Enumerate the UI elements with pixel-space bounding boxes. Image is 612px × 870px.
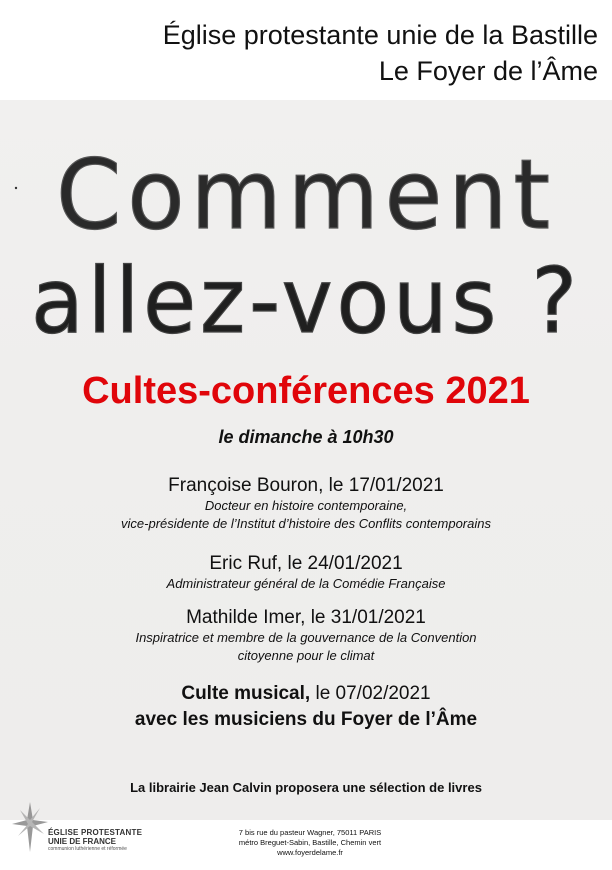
speaker-description: citoyenne pour le climat bbox=[237, 648, 375, 663]
speaker-description: Docteur en histoire contemporaine, bbox=[204, 498, 408, 513]
headline: Cultes-conférences 2021 bbox=[82, 370, 530, 412]
speaker-subtitle: avec les musiciens du Foyer de l’Âme bbox=[134, 709, 478, 730]
handwritten-line-2: allez-vous ? bbox=[31, 249, 581, 354]
speaker-name: Eric Ruf, bbox=[209, 553, 283, 574]
cross-logo-icon bbox=[10, 798, 50, 858]
library-notice: La librairie Jean Calvin proposera une sélection de livres bbox=[130, 780, 482, 795]
schedule-time: le dimanche à 10h30 bbox=[218, 427, 394, 447]
speaker-date: , le 31/01/2021 bbox=[300, 607, 426, 628]
handwritten-line-1: Comment bbox=[56, 139, 556, 251]
epudf-logo bbox=[10, 798, 143, 858]
speaker-date: le 24/01/2021 bbox=[282, 553, 403, 574]
speaker-name: Culte musical, bbox=[181, 683, 311, 704]
speaker-entry bbox=[0, 475, 612, 533]
handwritten-title bbox=[0, 100, 612, 360]
footer bbox=[0, 820, 612, 870]
speaker-entry bbox=[0, 607, 612, 665]
address-street: 7 bis rue du pasteur Wagner, 75011 PARIS bbox=[238, 828, 382, 837]
speaker-name: Françoise Bouron bbox=[168, 475, 319, 496]
address-metro: métro Breguet-Sabin, Bastille, Chemin vert bbox=[238, 838, 382, 847]
church-name: Église protestante unie de la Bastille bbox=[162, 20, 598, 50]
speaker-entry bbox=[0, 553, 612, 593]
website: www.foyerdelame.fr bbox=[277, 848, 343, 857]
speaker-description: vice-présidente de l’Institut d’histoire des Conflits contemporains bbox=[121, 516, 491, 531]
speaker-description: Inspiratrice et membre de la gouvernance de la Convention bbox=[135, 630, 477, 645]
address-block bbox=[200, 828, 420, 858]
speaker-entry bbox=[0, 683, 612, 731]
speaker-name: Mathilde Imer bbox=[186, 607, 301, 628]
header bbox=[0, 0, 612, 100]
poster bbox=[0, 100, 612, 820]
parish-name: Le Foyer de l’Âme bbox=[378, 56, 598, 86]
logo-line-1: ÉGLISE PROTESTANTE bbox=[48, 828, 143, 837]
speaker-description: Administrateur général de la Comédie Française bbox=[166, 576, 446, 591]
speaker-date: , le 17/01/2021 bbox=[318, 475, 444, 496]
speaker-date: le 07/02/2021 bbox=[310, 683, 431, 704]
logo-line-2: UNIE DE FRANCE bbox=[48, 837, 117, 846]
logo-line-3: communion luthérienne et réformée bbox=[48, 846, 127, 852]
